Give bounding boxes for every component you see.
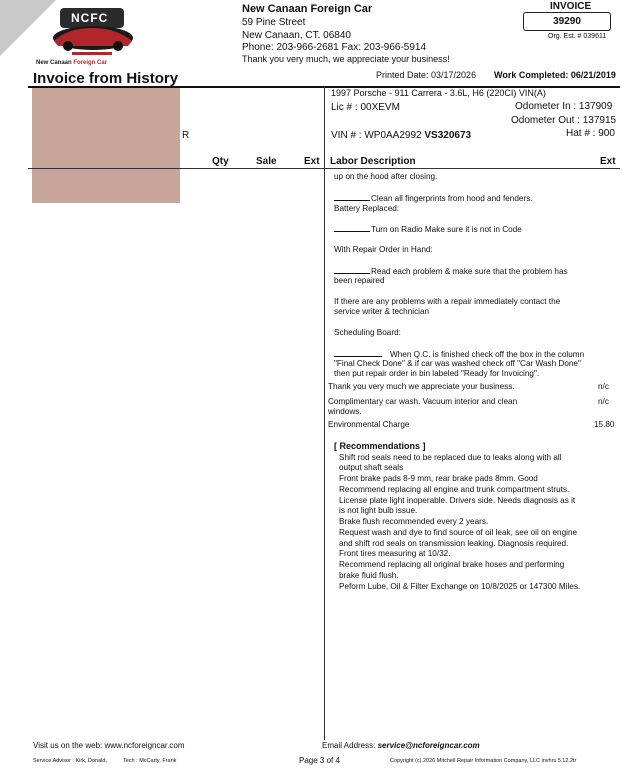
recommendation-line: brake fluid flush. xyxy=(339,571,399,580)
recommendation-line: output shaft seals xyxy=(339,463,404,472)
odometer-in: Odometer In : 137909 xyxy=(515,101,613,112)
labor-ext-env: 15.80 xyxy=(594,420,615,429)
footer-copyright: Copyright (c) 2026 Mitchell Repair Information Company, LLC invhrs 5.12.2tr xyxy=(390,758,577,764)
footer-service-advisor: Service Advisor : Kirk, Donald, xyxy=(33,758,107,764)
recommendation-line: Peform Lube, Oil & Filter Exchange on 10/8/2025 or 147300 Miles. xyxy=(339,582,581,591)
col-qty: Qty xyxy=(212,156,229,167)
ncfc-logo xyxy=(36,8,142,70)
redacted-fragment: R xyxy=(182,130,190,141)
labor-line: up on the hood after closing. xyxy=(334,172,438,181)
shop-city: New Canaan, CT. 06840 xyxy=(242,30,351,41)
col-labor-description: Labor Description xyxy=(330,156,416,167)
shop-phone: Phone: 203-966-2681 Fax: 203-966-5914 xyxy=(242,42,427,53)
odometer-out: Odometer Out : 137915 xyxy=(511,115,617,126)
labor-ext-thanks: n/c xyxy=(598,382,609,391)
labor-line: With Repair Order in Hand: xyxy=(334,245,433,254)
labor-line: Battery Replaced: xyxy=(334,204,400,213)
labor-line: service writer & technician xyxy=(334,307,430,316)
vin-number: VIN # : WP0AA2992 VS320673 xyxy=(331,130,472,141)
work-completed: Work Completed: 06/21/2019 xyxy=(494,70,616,80)
page-title: Invoice from History xyxy=(33,70,179,87)
col-sale: Sale xyxy=(256,156,277,167)
col-ext-parts: Ext xyxy=(304,156,320,167)
invoice-number: 39290 xyxy=(523,12,611,31)
footer-page-number: Page 3 of 4 xyxy=(299,756,340,765)
labor-line: Read each problem & make sure that the problem has xyxy=(334,266,568,277)
labor-line: Scheduling Board: xyxy=(334,328,401,337)
col-ext-labor: Ext xyxy=(600,156,616,167)
invoice-label: INVOICE xyxy=(550,1,592,12)
footer-website: Visit us on the web: www.ncforeigncar.com xyxy=(33,741,185,750)
labor-ext-wash: n/c xyxy=(598,397,609,406)
license-number: Lic # : 00XEVM xyxy=(331,102,400,113)
shop-name: New Canaan Foreign Car xyxy=(242,3,373,15)
shop-street: 59 Pine Street xyxy=(242,17,306,28)
shop-thanks: Thank you very much, we appreciate your business! xyxy=(242,54,450,64)
column-divider xyxy=(324,86,325,740)
hat-number: Hat # : 900 xyxy=(566,128,615,139)
recommendation-line: Brake flush recommended every 2 years. xyxy=(339,517,489,526)
labor-line: "Final Check Done" & if car was washed check off "Car Wash Done" xyxy=(334,359,581,368)
column-header-rule xyxy=(28,168,620,169)
recommendation-line: License plate light inoperable. Drivers side. Needs diagnosis as it xyxy=(339,496,576,505)
labor-line: been repaired xyxy=(334,276,385,285)
redacted-customer-block xyxy=(32,88,180,203)
recommendation-line: is not light bulb issue. xyxy=(339,506,418,515)
labor-line: If there are any problems with a repair immediately contact the xyxy=(334,297,561,306)
recommendation-line: Front brake pads 8-9 mm, rear brake pads 8mm. Good xyxy=(339,474,538,483)
labor-line-wash: windows. xyxy=(328,407,362,416)
recommendation-line: Recommend replacing all engine and trunk compartment struts. xyxy=(339,485,570,494)
printed-date: Printed Date: 03/17/2026 xyxy=(376,70,477,80)
recommendation-line: Shift rod seals need to be replaced due to leaks along with all xyxy=(339,453,562,462)
labor-line: then put repair order in bin labeled "Ready for Invoicing". xyxy=(334,369,540,378)
labor-line: When Q.C. is finished check off the box in the column xyxy=(334,349,584,360)
labor-line-env: Environmental Charge xyxy=(328,420,410,429)
org-est: Org. Est. # 039611 xyxy=(548,33,607,40)
footer-email: Email Address: service@ncforeigncar.com xyxy=(322,741,480,750)
footer-technician: Tech : McCarty, Frank xyxy=(123,758,177,764)
recommendation-line: and shift rod seals on transmission leaking. Diagnosis required. xyxy=(339,539,569,548)
labor-line: Clean all fingerprints from hood and fenders. xyxy=(334,193,533,204)
labor-line-thanks: Thank you very much we appreciate your business. xyxy=(328,382,515,391)
recommendations-heading: [ Recommendations ] xyxy=(334,441,426,451)
labor-line: Turn on Radio Make sure it is not in Code xyxy=(334,224,522,235)
recommendation-line: Front tires measuring at 10/32. xyxy=(339,549,451,558)
recommendation-line: Request wash and dye to find source of oil leak, see oil on engine xyxy=(339,528,578,537)
labor-line-wash: Complimentary car wash. Vacuum interior and clean xyxy=(328,397,518,406)
logo-caption: New Canaan Foreign Car xyxy=(36,60,108,66)
recommendation-line: Recommend replacing all original brake hoses and performing xyxy=(339,560,565,569)
logo-text: NCFC xyxy=(71,11,109,25)
vehicle-description: 1997 Porsche - 911 Carrera - 3.6L, H6 (220CI) VIN(A) xyxy=(331,88,546,98)
